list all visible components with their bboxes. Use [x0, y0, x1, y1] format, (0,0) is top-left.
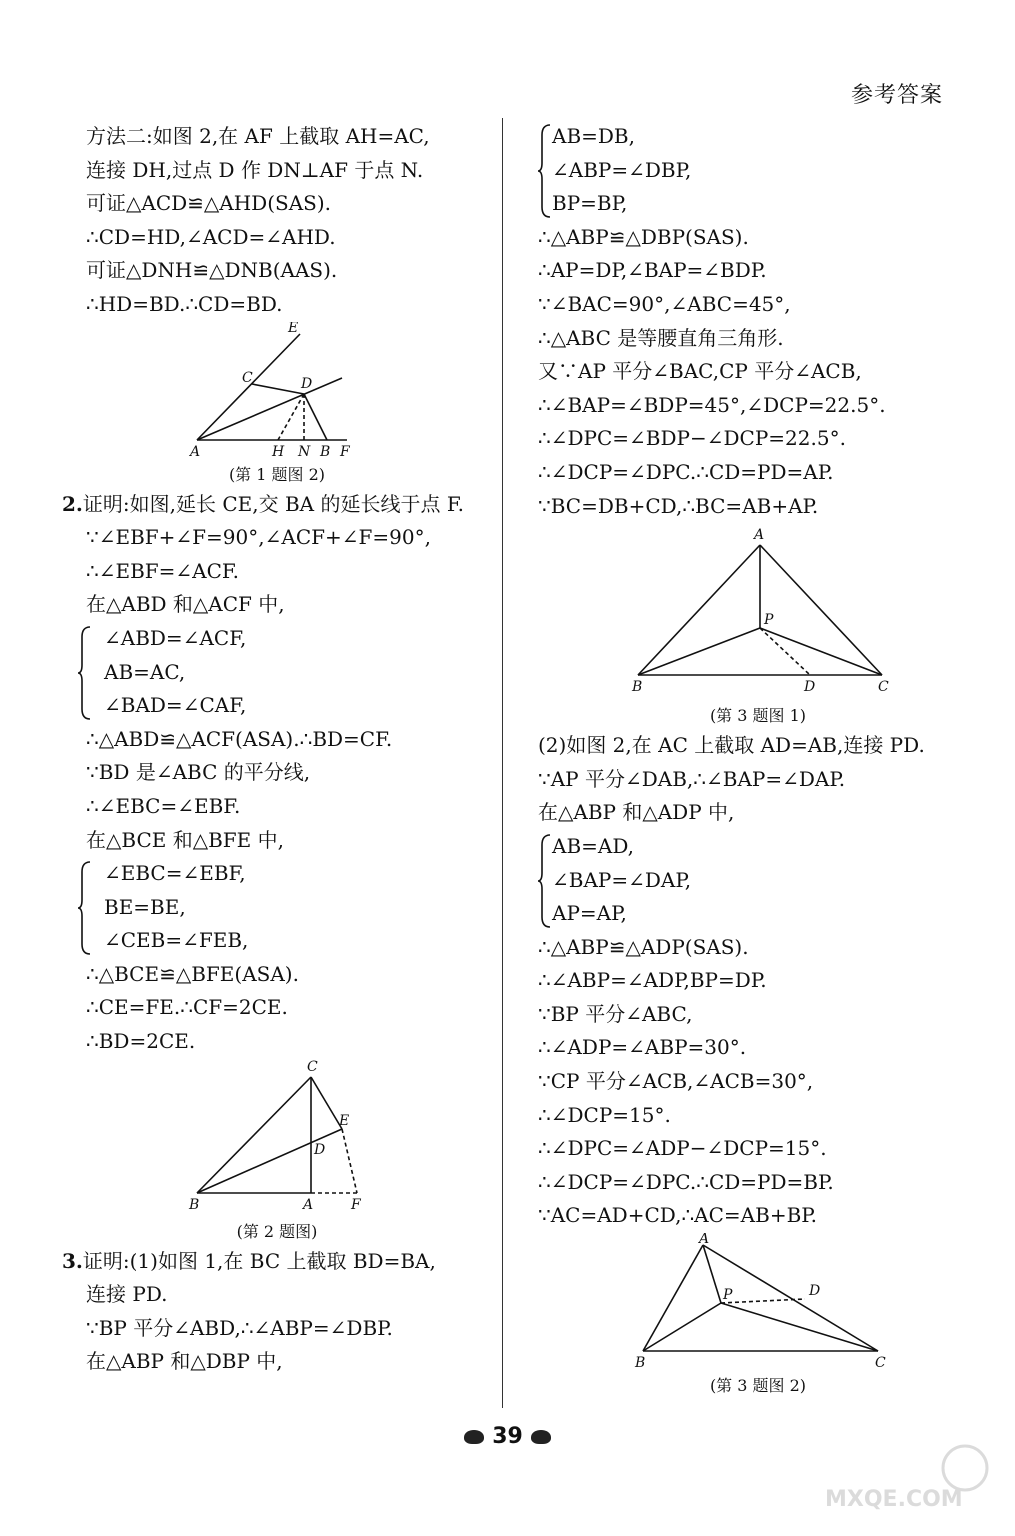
- fig-label: F: [340, 443, 350, 460]
- text-line: ∴∠EBF=∠ACF.: [86, 558, 240, 583]
- figure-q3-2: [623, 1233, 893, 1373]
- fig-label: A: [699, 1233, 710, 1248]
- text-line: ∴△ABP≌△ADP(SAS).: [538, 934, 749, 959]
- text-line: ∴HD=BD.∴CD=BD.: [86, 291, 283, 316]
- fig-label: C: [875, 1355, 886, 1372]
- fig-label: B: [189, 1196, 200, 1213]
- text-line: ∠ABP=∠DBP,: [552, 157, 692, 182]
- text-line: 证明:(1)如图 1,在 BC 上截取 BD=BA,: [82, 1248, 436, 1273]
- text-line: ∴△ABP≌△DBP(SAS).: [538, 224, 749, 249]
- watermark-text: MXQE.COM: [825, 1487, 963, 1512]
- text-line: ∵BD 是∠ABC 的平分线,: [86, 760, 311, 785]
- fig-label: D: [804, 679, 816, 696]
- text-line: ∴CD=HD,∠ACD=∠AHD.: [86, 224, 336, 249]
- page-number: 39: [492, 1424, 523, 1449]
- text-line: ∠ABD=∠ACF,: [104, 625, 247, 650]
- leaf-icon: [464, 1430, 484, 1444]
- fig-label: F: [351, 1196, 361, 1213]
- fig-label: B: [632, 679, 643, 696]
- watermark-logo-icon: [943, 1446, 987, 1490]
- question-number: 2.: [62, 491, 83, 516]
- text-line: ∴BD=2CE.: [86, 1029, 196, 1054]
- brace-system: [62, 622, 492, 723]
- text-line: 在△ABD 和△ACF 中,: [86, 592, 285, 617]
- text-line: ∠CEB=∠FEB,: [104, 928, 249, 953]
- text-line: ∴△ABC 是等腰直角三角形.: [538, 325, 784, 350]
- leaf-icon: [531, 1430, 551, 1444]
- fig-label: D: [809, 1283, 821, 1300]
- brace-icon: [78, 860, 92, 956]
- fig-label: A: [754, 527, 765, 544]
- text-line: AB=DB,: [552, 124, 635, 148]
- text-line: ∵∠BAC=90°,∠ABC=45°,: [538, 291, 791, 316]
- fig-label: E: [339, 1112, 350, 1129]
- text-line: 连接 PD.: [86, 1282, 168, 1307]
- fig-label: C: [242, 369, 253, 386]
- text-line: ∵∠EBF+∠F=90°,∠ACF+∠F=90°,: [86, 525, 431, 550]
- q1-method2: [62, 120, 492, 322]
- text-line: ∵BC=DB+CD,∴BC=AB+AP.: [538, 493, 819, 518]
- figure-caption: (第 2 题图): [236, 1221, 318, 1241]
- text-line: ∠EBC=∠EBF,: [104, 861, 246, 886]
- fig-label: C: [878, 679, 889, 696]
- brace-system: [62, 857, 492, 958]
- text-line: BP=BP,: [552, 191, 628, 216]
- figure-caption: (第 3 题图 2): [709, 1376, 807, 1396]
- figure-q2: [177, 1059, 377, 1219]
- fig-label: D: [301, 375, 313, 392]
- text-line: ∴∠EBC=∠EBF.: [86, 793, 241, 818]
- text-line: ∠BAP=∠DAP,: [552, 867, 692, 892]
- text-line: ∵AP 平分∠DAB,∴∠BAP=∠DAP.: [538, 766, 846, 791]
- text-line: ∵BP 平分∠ABC,: [538, 1001, 693, 1026]
- brace-system: [538, 830, 978, 931]
- text-line: ∴∠DCP=∠DPC.∴CD=PD=BP.: [538, 1169, 834, 1194]
- text-line: ∠BAD=∠CAF,: [104, 693, 247, 718]
- figure-caption: (第 1 题图 2): [228, 464, 326, 484]
- text-line: ∴∠ABP=∠ADP,BP=DP.: [538, 968, 767, 993]
- text-line: 在△ABP 和△ADP 中,: [538, 800, 735, 825]
- figure-caption: (第 3 题图 1): [709, 706, 807, 726]
- text-line: (2)如图 2,在 AC 上截取 AD=AB,连接 PD.: [538, 733, 925, 758]
- page-header: 参考答案: [850, 83, 943, 108]
- fig-label: A: [190, 443, 201, 460]
- text-line: ∴AP=DP,∠BAP=∠BDP.: [538, 258, 767, 283]
- text-line: ∵BP 平分∠ABD,∴∠ABP=∠DBP.: [86, 1315, 393, 1340]
- figure-q1-2: [182, 322, 372, 462]
- fig-label: P: [723, 1287, 733, 1304]
- fig-label: B: [320, 443, 331, 460]
- text-line: ∴CE=FE.∴CF=2CE.: [86, 995, 288, 1020]
- watermark: [795, 1428, 995, 1518]
- fig-label: C: [307, 1058, 318, 1075]
- q3-heading: [62, 1245, 492, 1279]
- question-number: 3.: [62, 1248, 83, 1273]
- text-line: AB=AC,: [104, 659, 186, 684]
- right-column: [538, 120, 978, 1399]
- text-line: AB=AD,: [552, 833, 635, 858]
- brace-system: [538, 120, 978, 221]
- text-line: ∴∠DPC=∠BDP−∠DCP=22.5°.: [538, 426, 846, 451]
- text-line: AP=AP,: [552, 901, 627, 926]
- text-line: ∵AC=AD+CD,∴AC=AB+BP.: [538, 1203, 818, 1228]
- text-line: 又∵AP 平分∠BAC,CP 平分∠ACB,: [538, 359, 862, 384]
- text-line: ∴△BCE≌△BFE(ASA).: [86, 961, 299, 986]
- fig-label: N: [298, 443, 311, 460]
- q2-heading: [62, 488, 492, 522]
- text-line: BE=BE,: [104, 894, 186, 919]
- text-line: 在△ABP 和△DBP 中,: [86, 1349, 283, 1374]
- text-line: ∵CP 平分∠ACB,∠ACB=30°,: [538, 1069, 814, 1094]
- text-line: 可证△ACD≌△AHD(SAS).: [86, 191, 332, 216]
- text-line: 可证△DNH≌△DNB(AAS).: [86, 258, 338, 283]
- fig-label: P: [764, 612, 774, 629]
- text-line: ∴∠DCP=∠DPC.∴CD=PD=AP.: [538, 459, 834, 484]
- text-line: ∴∠DCP=15°.: [538, 1102, 671, 1127]
- brace-icon: [78, 625, 92, 721]
- fig-label: H: [272, 443, 285, 460]
- text-line: ∴∠DPC=∠ADP−∠DCP=15°.: [538, 1136, 827, 1161]
- figure-q3-1: [618, 523, 898, 703]
- text-line: ∴△ABD≌△ACF(ASA).∴BD=CF.: [86, 726, 393, 751]
- text-line: 方法二:如图 2,在 AF 上截取 AH=AC,: [86, 124, 430, 148]
- text-line: 连接 DH,过点 D 作 DN⊥AF 于点 N.: [86, 157, 424, 182]
- text-line: ∴∠BAP=∠BDP=45°,∠DCP=22.5°.: [538, 392, 886, 417]
- brace-icon: [538, 833, 552, 929]
- fig-label: E: [288, 321, 299, 336]
- text-line: ∴∠ADP=∠ABP=30°.: [538, 1035, 747, 1060]
- text-line: 证明:如图,延长 CE,交 BA 的延长线于点 F.: [82, 491, 464, 516]
- fig-label: A: [303, 1196, 314, 1213]
- fig-label: B: [635, 1355, 646, 1372]
- column-divider: [502, 118, 503, 1408]
- left-column: [62, 120, 492, 1379]
- brace-icon: [538, 123, 552, 219]
- fig-label: D: [314, 1141, 326, 1158]
- text-line: 在△BCE 和△BFE 中,: [86, 827, 284, 852]
